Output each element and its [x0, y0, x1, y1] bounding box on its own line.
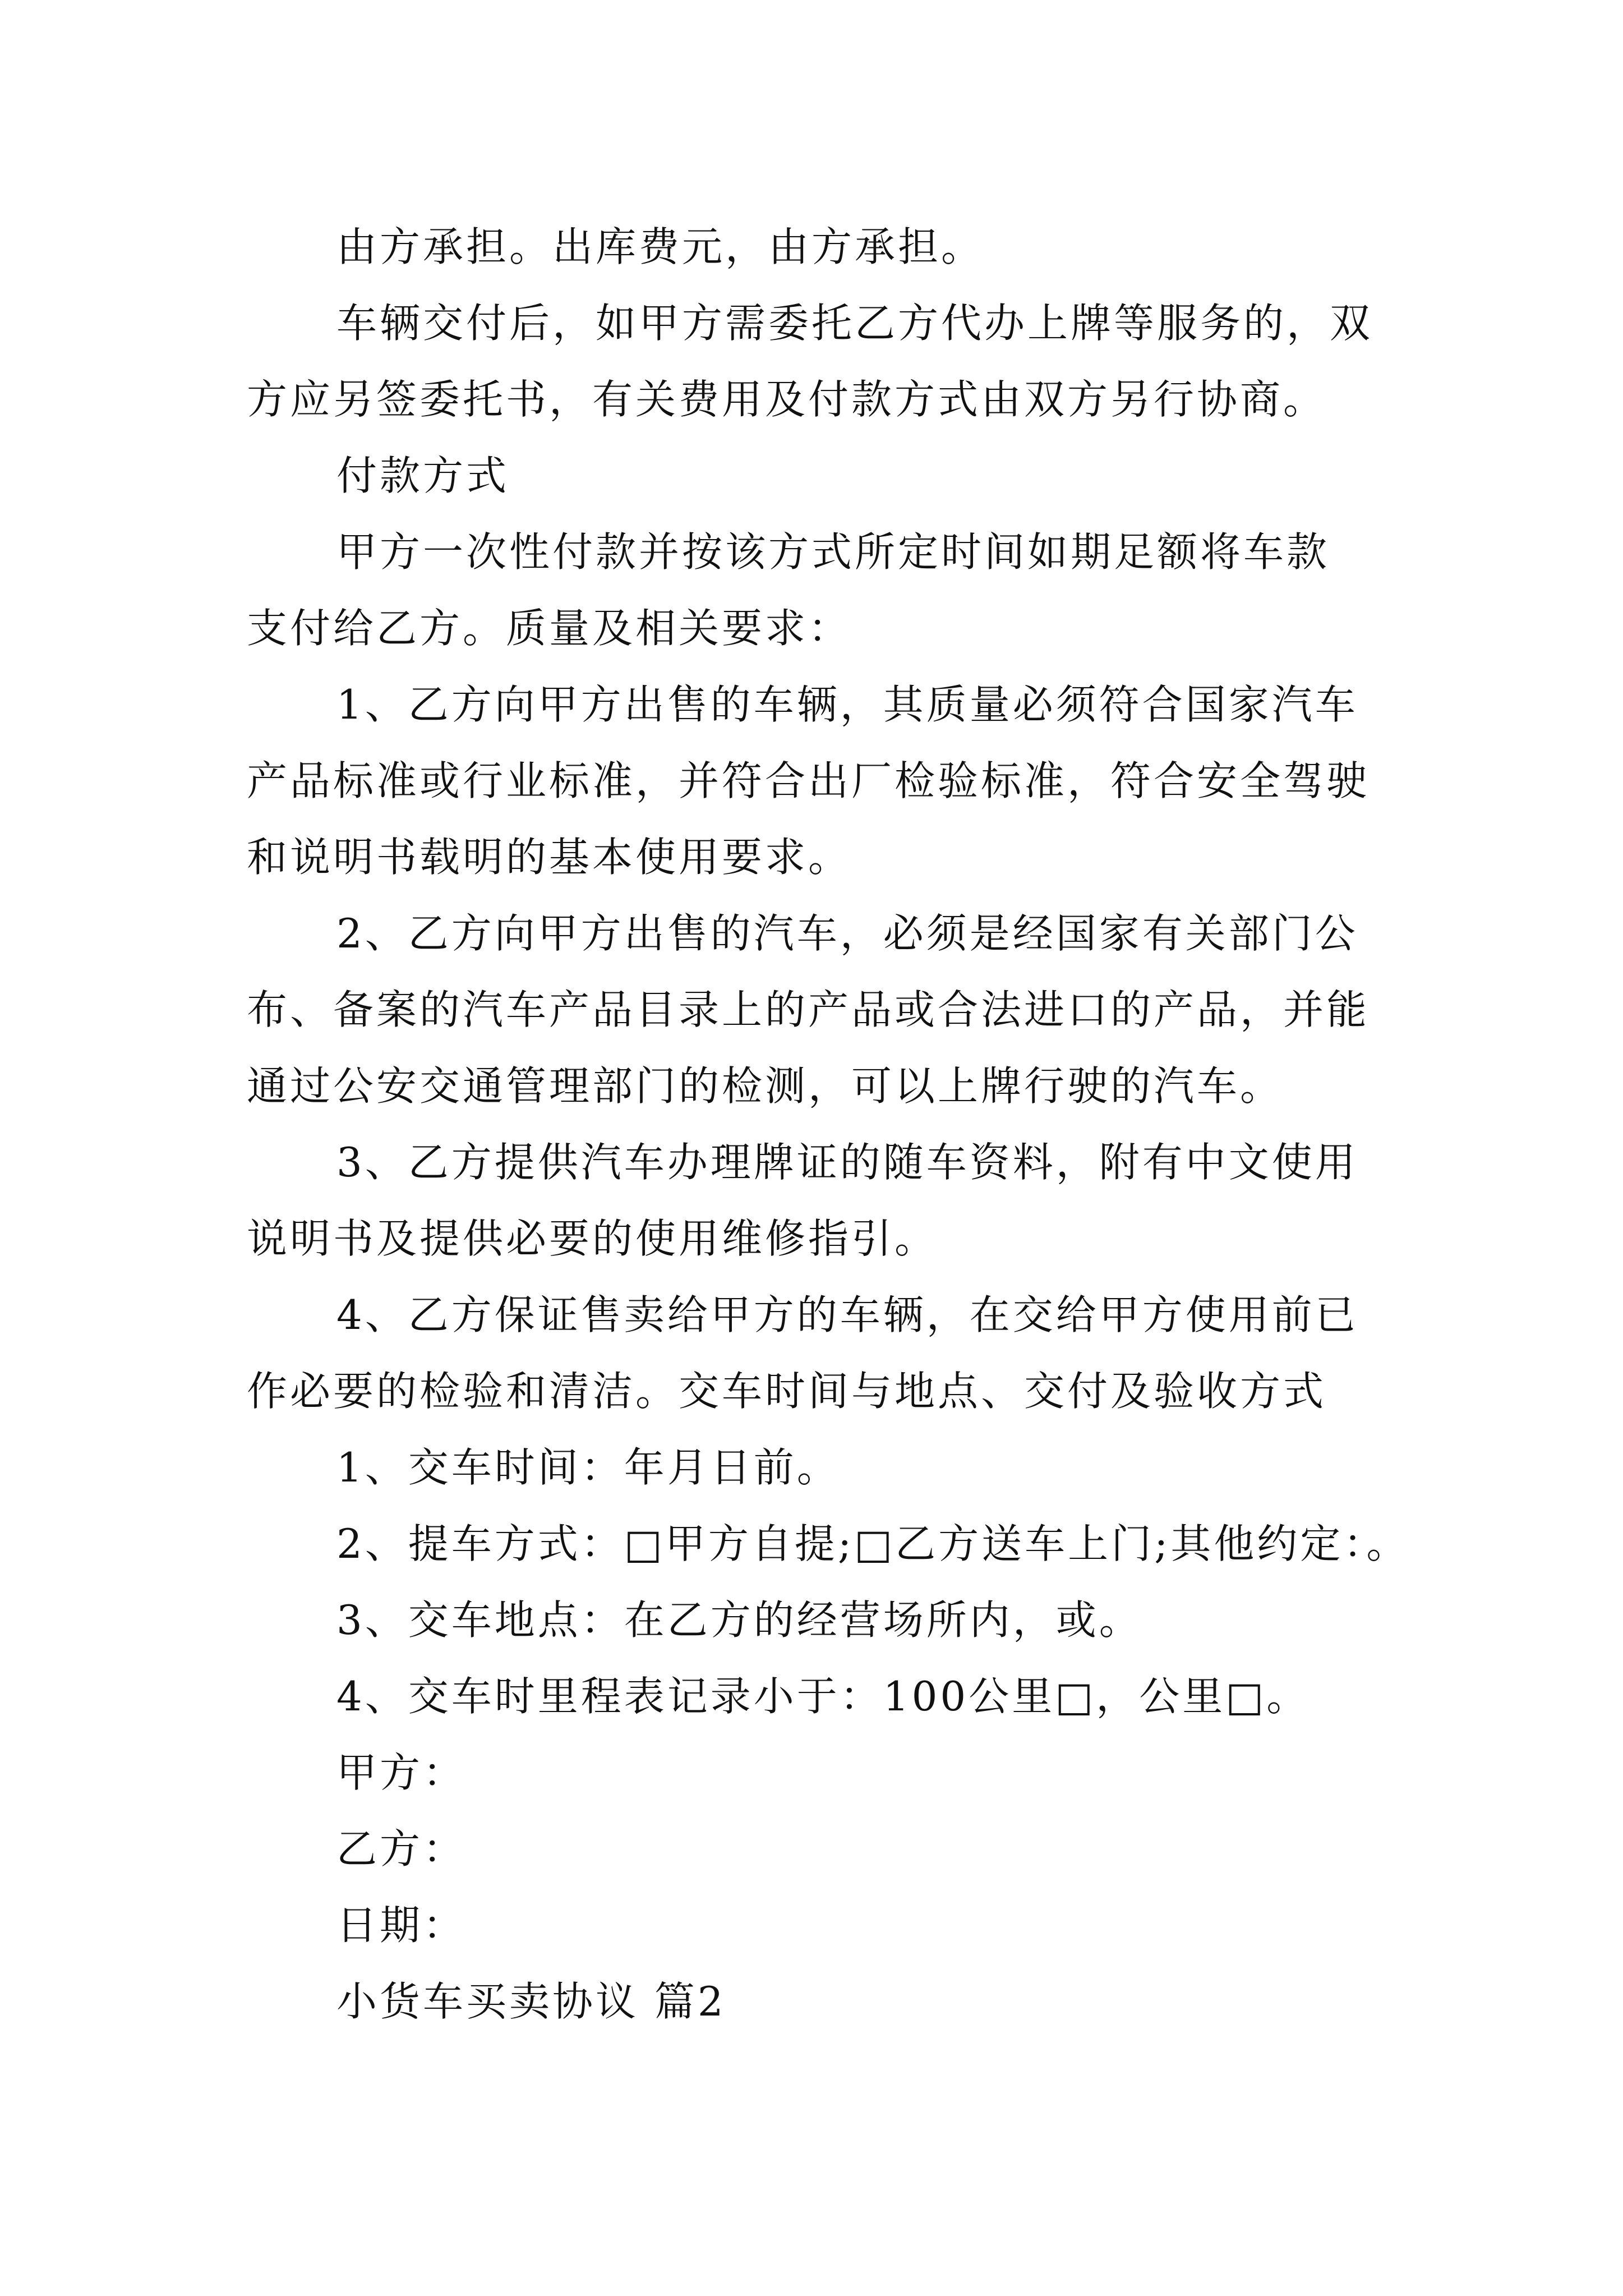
paragraph	[247, 285, 1413, 438]
paragraph	[247, 514, 1413, 666]
text-line: 支付给乙方。质量及相关要求：	[247, 605, 852, 652]
paragraph	[247, 895, 1413, 1124]
text-line: 甲方：	[336, 1749, 467, 1796]
text-line: 日期：	[336, 1902, 467, 1949]
text-line: 作必要的检验和清洁。交车时间与地点、交付及验收方式	[247, 1368, 1327, 1415]
text-line: 乙方：	[336, 1825, 467, 1872]
text-line: 2、乙方向甲方出售的汽车，必须是经国家有关部门公	[336, 910, 1358, 957]
text-line: 说明书及提供必要的使用维修指引。	[247, 1215, 938, 1262]
paragraph	[247, 1506, 1413, 1582]
text-line: 1、交车时间：年月日前。	[336, 1444, 840, 1491]
text-line: 4、乙方保证售卖给甲方的车辆，在交给甲方使用前已	[336, 1291, 1358, 1338]
text-line: 3、交车地点：在乙方的经营场所内，或。	[336, 1596, 1142, 1644]
paragraph	[247, 1277, 1413, 1429]
text-line: 和说明书载明的基本使用要求。	[247, 834, 852, 881]
text-line: 布、备案的汽车产品目录上的产品或合法进口的产品，并能	[247, 986, 1370, 1033]
text-line: 车辆交付后，如甲方需委托乙方代办上牌等服务的，双	[336, 300, 1373, 347]
paragraph	[247, 1429, 1413, 1506]
paragraph	[247, 209, 1413, 285]
paragraph	[247, 1124, 1413, 1277]
paragraph	[247, 1658, 1413, 1734]
text-line: 4、交车时里程表记录小于：100公里□，公里□。	[336, 1673, 1310, 1720]
paragraph	[247, 1963, 1413, 2040]
text-line: 2、提车方式：□甲方自提;□乙方送车上门;其他约定：。	[336, 1520, 1410, 1567]
text-line: 产品标准或行业标准，并符合出厂检验标准，符合安全驾驶	[247, 757, 1370, 804]
text-line: 由方承担。出库费元，由方承担。	[336, 223, 985, 270]
paragraph	[247, 666, 1413, 895]
paragraph	[247, 438, 1413, 514]
text-line: 通过公安交通管理部门的检测，可以上牌行驶的汽车。	[247, 1062, 1284, 1110]
text-line: 付款方式	[336, 452, 510, 499]
paragraph	[247, 1811, 1413, 1887]
text-line: 方应另签委托书，有关费用及付款方式由双方另行协商。	[247, 376, 1327, 423]
paragraph	[247, 1734, 1413, 1811]
text-line: 3、乙方提供汽车办理牌证的随车资料，附有中文使用	[336, 1139, 1358, 1186]
paragraph	[247, 1582, 1413, 1658]
text-line: 甲方一次性付款并按该方式所定时间如期足额将车款	[336, 528, 1330, 576]
paragraph	[247, 1887, 1413, 1963]
text-line: 小货车买卖协议 篇2	[336, 1978, 726, 2025]
text-line: 1、乙方向甲方出售的车辆，其质量必须符合国家汽车	[336, 681, 1358, 728]
document-body	[247, 209, 1413, 2040]
